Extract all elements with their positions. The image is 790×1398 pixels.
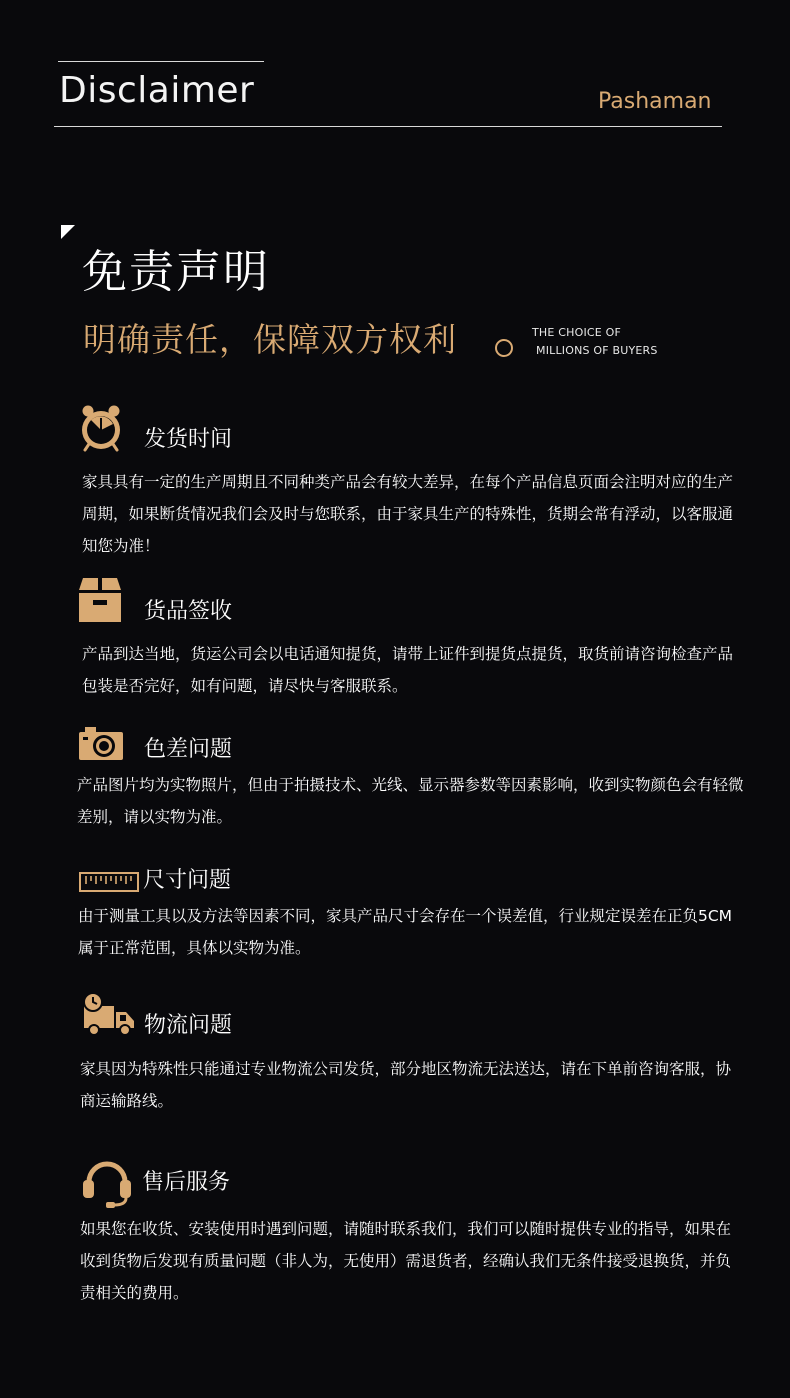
section-title-receiving: 货品签收 (144, 599, 233, 624)
section-title-color-difference: 色差问题 (144, 737, 233, 762)
corner-mark (61, 225, 75, 239)
page-title: 免责声明 (82, 245, 271, 298)
section-title-shipping-time: 发货时间 (144, 427, 233, 452)
section-title-logistics: 物流问题 (144, 1013, 233, 1038)
header-top-rule (58, 61, 264, 62)
section-body-receiving: 产品到达当地，货运公司会以电话通知提货，请带上证件到提货点提货，取货前请咨询检查产品包装是否完好，如有问题，请尽快与客服联系。 (82, 645, 734, 695)
header-bottom-rule (54, 126, 722, 127)
ruler-icon (79, 872, 139, 896)
section-body-color-difference: 产品图片均为实物照片，但由于拍摄技术、光线、显示器参数等因素影响，收到实物颜色会有轻微差别，请以实物为准。 (77, 776, 744, 826)
section-body-after-sales: 如果您在收货、安装使用时遇到问题，请随时联系我们，我们可以随时提供专业的指导，如果在收到货物后发现有质量问题（非人为，无使用）需退货者，经确认我们无条件接受退换货，并负责相关的费用。 (80, 1220, 732, 1302)
section-body-shipping-time: 家具具有一定的生产周期且不同种类产品会有较大差异，在每个产品信息页面会注明对应的生产周期，如果断货情况我们会及时与您联系，由于家具生产的特殊性，货期会常有浮动，以客服通知您为准！ (82, 473, 734, 555)
tagline-line-2: MILLIONS OF BUYERS (536, 344, 658, 357)
circle-ornament (495, 339, 513, 357)
package-box-icon (79, 578, 121, 626)
section-title-after-sales: 售后服务 (142, 1170, 231, 1195)
camera-icon (79, 727, 123, 764)
brand-name: Pashaman (598, 89, 712, 114)
section-body-logistics: 家具因为特殊性只能通过专业物流公司发货，部分地区物流无法送达，请在下单前咨询客服，协商运输路线。 (80, 1060, 732, 1110)
headset-icon (82, 1158, 132, 1214)
page-subtitle: 明确责任，保障双方权利 (83, 320, 457, 359)
tagline-line-1: THE CHOICE OF (532, 326, 622, 339)
alarm-clock-icon (79, 404, 123, 456)
header-title: Disclaimer (59, 70, 255, 111)
delivery-truck-icon (82, 992, 136, 1042)
section-body-dimensions: 由于测量工具以及方法等因素不同，家具产品尺寸会存在一个误差值，行业规定误差在正负5CM属于正常范围，具体以实物为准。 (78, 907, 733, 957)
section-title-dimensions: 尺寸问题 (143, 868, 232, 893)
